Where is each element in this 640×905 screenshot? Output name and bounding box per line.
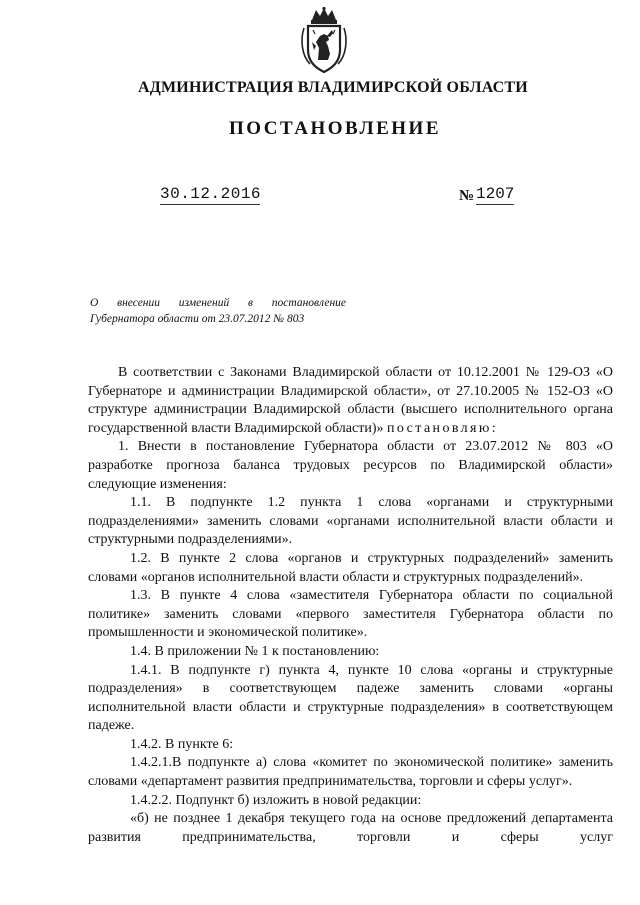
item-1: 1. Внести в постановление Губернатора области от 23.07.2012 № 803 «О разработке прогноза баланса трудовых ресурсов по Владимирской области» следующие изменения:: [88, 439, 613, 492]
item-1-3: 1.3. В пункте 4 слова «заместителя Губернатора области по социальной политике» заменить словами «первого заместителя Губернатора области по промышленности и экономической политике».: [88, 588, 613, 641]
item-1-4-2-1: 1.4.2.1.В подпункте а) слова «комитет по экономической политике» заменить словами «департамент развития предпринимательства, торговли и сферы услуг».: [88, 755, 613, 790]
item-1-4-1: 1.4.1. В подпункте г) пункта 4, пункте 10 слова «органы и структурные подразделения» в соответствующем падеже заменить словами «органы исполнительной власти области и структурные подразделения» в соответствующем падеже.: [88, 662, 613, 734]
document-number: 1207: [476, 185, 515, 203]
document-date: 30.12.2016: [160, 185, 262, 203]
document-subject: [90, 295, 346, 327]
coat-of-arms-emblem: [298, 6, 350, 74]
document-type-title: ПОСТАНОВЛЕНИЕ: [228, 118, 442, 139]
organization-title: АДМИНИСТРАЦИЯ ВЛАДИМИРСКОЙ ОБЛАСТИ: [138, 79, 528, 96]
item-1-4-2: 1.4.2. В пункте 6:: [130, 736, 234, 752]
intro-text: В соответствии с Законами Владимирской области от 10.12.2001 № 129-ОЗ «О Губернаторе и администрации Владимирской области», от 27.10.2005 № 152-ОЗ «О структуре администрации Владимирской области (высшего исполнительного органа государственной власти Владимирской области)»: [88, 365, 613, 436]
item-1-4-2-2: 1.4.2.2. Подпункт б) изложить в новой редакции:: [130, 792, 422, 808]
number-sign: №: [459, 188, 475, 204]
item-1-4: 1.4. В приложении № 1 к постановлению:: [130, 643, 380, 659]
item-1-2: 1.2. В пункте 2 слова «органов и структурных подразделений» заменить словами «органов исполнительной власти области и структурных подразделений».: [88, 550, 613, 585]
resolve-word: постановляю:: [387, 420, 499, 436]
intro-paragraph: [88, 364, 613, 438]
item-b: «б) не позднее 1 декабря текущего года на основе предложений департамента развития предпринимательства, торговли и сферы услуг: [88, 811, 613, 845]
subject-line-1: О внесении изменений в постановление: [90, 297, 346, 309]
document-body: [88, 364, 613, 847]
item-1-1: 1.1. В подпункте 1.2 пункта 1 слова «органами и структурными подразделениями» заменить словами «органами исполнительной власти области и структурными подразделениями».: [88, 495, 613, 548]
subject-line-2: Губернатора области от 23.07.2012 № 803: [90, 313, 305, 325]
